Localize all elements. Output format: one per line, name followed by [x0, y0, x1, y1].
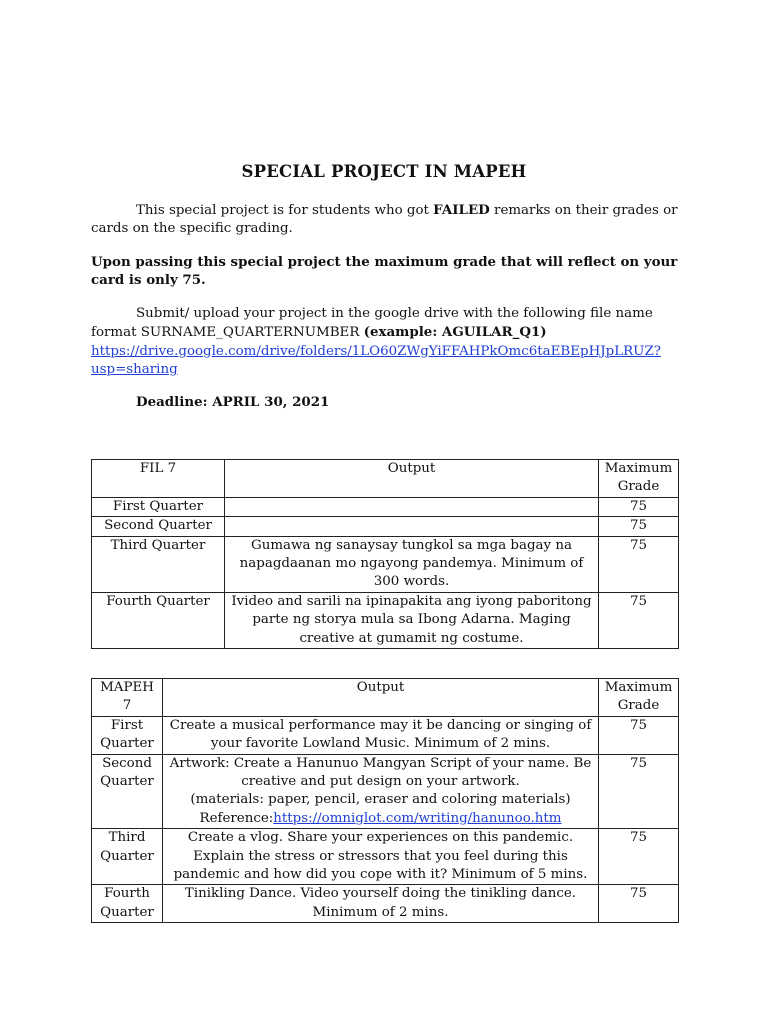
- output-cell: [225, 517, 599, 536]
- quarter-cell: Second Quarter: [92, 754, 163, 829]
- grade-cell: 75: [599, 829, 679, 885]
- table-row: [92, 716, 679, 754]
- reference-label: Reference:: [199, 810, 274, 826]
- intro-paragraph: [91, 201, 681, 239]
- submit-paragraph: [91, 305, 681, 380]
- intro-text-before: This special project is for students who got: [136, 203, 434, 218]
- grade-cell: 75: [599, 754, 679, 829]
- quarter-cell: Second Quarter: [92, 517, 225, 536]
- notice-paragraph: Upon passing this special project the maximum grade that will reflect on your card is only 75.: [91, 254, 678, 289]
- submit-example: (example: AGUILAR_Q1): [363, 324, 547, 341]
- table-row: [92, 536, 679, 592]
- grade-cell: 75: [599, 536, 679, 592]
- quarter-cell: Third Quarter: [92, 536, 225, 592]
- output-cell: Tinikling Dance. Video yourself doing the tinikling dance. Minimum of 2 mins.: [163, 885, 599, 923]
- failed-word: FAILED: [433, 202, 490, 218]
- output-cell: [225, 497, 599, 516]
- output-cell: Ivideo and sarili na ipinapakita ang iyong paboritong parte ng storya mula sa Ibong Adarna. Maging creative at gumamit ng costume.: [225, 592, 599, 648]
- header-cell: Output: [225, 460, 599, 498]
- quarter-cell: Third Quarter: [92, 829, 163, 885]
- header-cell: FIL 7: [92, 460, 225, 498]
- submit-text: Submit/ upload your project in the google drive with the following file name format SURNAME_QUARTERNUMBER: [91, 306, 653, 341]
- header-cell: Maximum Grade: [599, 460, 679, 498]
- materials-text: (materials: paper, pencil, eraser and coloring materials): [190, 792, 571, 808]
- output-cell: [163, 754, 599, 829]
- grade-cell: 75: [599, 592, 679, 648]
- header-cell: Output: [163, 679, 599, 717]
- mapeh-table: [91, 678, 679, 923]
- header-cell: MAPEH 7: [92, 679, 163, 717]
- output-cell: Gumawa ng sanaysay tungkol sa mga bagay na napagdaanan mo ngayong pandemya. Minimum of 300 words.: [225, 536, 599, 592]
- quarter-cell: First Quarter: [92, 497, 225, 516]
- quarter-cell: First Quarter: [92, 716, 163, 754]
- deadline: Deadline: APRIL 30, 2021: [136, 394, 330, 410]
- omniglot-link[interactable]: https://omniglot.com/writing/hanunoo.htm: [273, 810, 562, 826]
- grade-cell: 75: [599, 497, 679, 516]
- table-row: [92, 517, 679, 536]
- table-header-row: [92, 679, 679, 717]
- output-text: Artwork: Create a Hanunuo Mangyan Script of your name. Be creative and put design on your artwork.: [169, 755, 592, 790]
- grade-cell: 75: [599, 885, 679, 923]
- table-row: [92, 829, 679, 885]
- page-title: SPECIAL PROJECT IN MAPEH: [241, 162, 527, 181]
- output-cell: Create a vlog. Share your experiences on this pandemic. Explain the stress or stressors that you feel during this pandemic and how did you cope with it? Minimum of 5 mins.: [163, 829, 599, 885]
- grade-cell: 75: [599, 716, 679, 754]
- table-row: [92, 592, 679, 648]
- quarter-cell: Fourth Quarter: [92, 885, 163, 923]
- output-cell: Create a musical performance may it be dancing or singing of your favorite Lowland Music. Minimum of 2 mins.: [163, 716, 599, 754]
- table-row: [92, 885, 679, 923]
- drive-link[interactable]: https://drive.google.com/drive/folders/1LO60ZWgYiFFAHPkOmc6taEBEpHJpLRUZ?usp=sharing: [91, 343, 661, 378]
- grade-cell: 75: [599, 517, 679, 536]
- fil-table: [91, 459, 679, 649]
- table-row: [92, 754, 679, 829]
- table-row: [92, 497, 679, 516]
- quarter-cell: Fourth Quarter: [92, 592, 225, 648]
- header-cell: Maximum Grade: [599, 679, 679, 717]
- intro-text-after: remarks on their grades or cards on the specific grading.: [91, 203, 678, 237]
- table-header-row: [92, 460, 679, 498]
